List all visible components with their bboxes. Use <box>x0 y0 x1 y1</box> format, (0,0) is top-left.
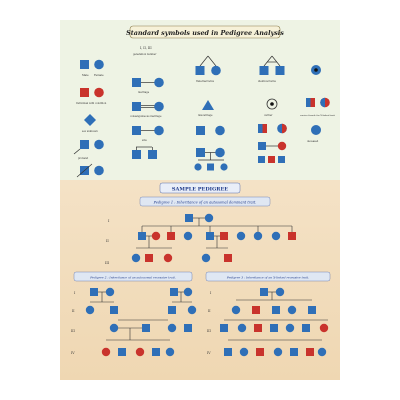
marriage-female <box>154 78 164 88</box>
fraternal-twin-1 <box>196 66 205 75</box>
ped3-II-3 <box>272 306 280 314</box>
ped2-III-3 <box>168 324 176 332</box>
ped3-IV-3 <box>256 348 264 356</box>
ped2-IV-5 <box>166 348 174 356</box>
ped3-III-4 <box>270 324 278 332</box>
ped2-II-4 <box>188 306 196 314</box>
ped3-IV-2 <box>240 348 248 356</box>
ped2-gen-IV: IV <box>71 351 75 355</box>
ped2-IV-2 <box>118 348 126 356</box>
ped2-III-1 <box>110 324 118 332</box>
page-title: Standard symbols used in Pedigree Analysis <box>126 29 284 37</box>
ped3-III-7 <box>320 324 328 332</box>
twin-row-male-1 <box>196 126 205 135</box>
dead-label: deceased <box>307 140 319 143</box>
ped1-II-4 <box>184 232 192 240</box>
carrier-sex-linked-label: carrier female for X-linked trait <box>300 114 335 117</box>
sibs-male-1 <box>132 126 141 135</box>
ped1-II-9 <box>272 232 280 240</box>
ped1-gen-III: III <box>105 261 110 265</box>
sibs-row2-male-2 <box>148 150 157 159</box>
ped1-III-3 <box>164 254 172 262</box>
fraternal-twin-2 <box>211 66 221 76</box>
male-symbol <box>80 60 89 69</box>
family-child-1 <box>194 163 201 170</box>
consang-male <box>132 102 141 111</box>
ped2-gen-III: III <box>71 329 75 333</box>
ped2-III-4 <box>184 324 192 332</box>
pedigree-poster <box>60 20 340 380</box>
ped3-gen-IV: IV <box>207 351 211 355</box>
pedigree1-title: Pedigree 1 : Inheritance of an autosomal dominant trait. <box>153 200 257 205</box>
consang-female <box>154 102 164 112</box>
ped3-III-1 <box>220 324 228 332</box>
ped2-II-3 <box>168 306 176 314</box>
marriage-label: marriage <box>138 91 150 94</box>
affected-male-symbol <box>80 88 89 97</box>
ped2-III-2 <box>142 324 150 332</box>
ped2-I-female <box>106 288 114 296</box>
proband-arrow-female <box>278 142 286 150</box>
sibs-female-1 <box>154 126 164 136</box>
generation-numbers: I, II, III <box>140 46 152 50</box>
ped3-IV-1 <box>224 348 232 356</box>
affected-label: Individual with condition <box>76 102 107 105</box>
ped3-IV-6 <box>306 348 314 356</box>
consang-label: consanguineous marriage <box>130 115 162 118</box>
identical-twin-2 <box>276 66 285 75</box>
family-female <box>215 148 225 158</box>
ped3-II-2 <box>252 306 260 314</box>
ped2-II-1 <box>86 306 94 314</box>
carrier-x-male-half <box>263 124 268 133</box>
ped1-II-1 <box>138 232 146 240</box>
affected-female-symbol <box>94 88 104 98</box>
pedigree3-title: Pedigree 3 : Inheritance of an X-linked recessive trait. <box>226 275 310 280</box>
ped3-gen-II: II <box>208 309 211 313</box>
ped3-II-5 <box>308 306 316 314</box>
ped1-II-2 <box>152 232 160 240</box>
carrier-female-x-half <box>306 98 311 107</box>
sex-linked-carrier-dot <box>314 68 318 72</box>
female-label: Female <box>94 74 104 77</box>
ped1-I-female <box>205 214 213 222</box>
ped3-IV-7 <box>318 348 326 356</box>
identical-twin-1 <box>260 66 269 75</box>
carrier-label: carrier <box>264 114 273 117</box>
ped1-II-10 <box>288 232 296 240</box>
family-male <box>196 148 205 157</box>
sex-unknown-label: sex unknown <box>82 130 98 133</box>
proband-child-3 <box>278 156 285 163</box>
male-label: Male <box>82 74 89 77</box>
carrier-dot <box>270 102 274 106</box>
dead-symbol-right <box>311 125 321 135</box>
ped1-II-3 <box>167 232 175 240</box>
ped2-IV-1 <box>102 348 110 356</box>
ped1-II-7 <box>237 232 245 240</box>
female-symbol <box>94 60 104 70</box>
proband-label: proband <box>78 157 89 160</box>
ped2-gen-I: I <box>74 291 76 295</box>
ped3-IV-4 <box>274 348 282 356</box>
ped3-I-male <box>260 288 268 296</box>
ped2-I-male <box>90 288 98 296</box>
ped2-I-male-2 <box>170 288 178 296</box>
ped3-IV-5 <box>290 348 298 356</box>
ped2-gen-II: II <box>72 309 75 313</box>
ped3-gen-III: III <box>207 329 211 333</box>
ped1-gen-II: II <box>106 239 109 243</box>
miscarriage-label: miscarriage <box>198 114 213 117</box>
ped1-gen-I: I <box>108 219 110 223</box>
ped2-IV-4 <box>152 348 160 356</box>
ped1-I-male <box>185 214 193 222</box>
ped1-II-8 <box>254 232 262 240</box>
ped2-I-female-2 <box>184 288 192 296</box>
sibs-label: sibs <box>142 139 147 142</box>
twin-row-female <box>215 126 225 136</box>
pedigree2-title: Pedigree 2 : Inheritance of an autosomal recessive trait. <box>90 275 176 280</box>
identical-twins-label: identical twins <box>258 80 276 83</box>
family-child-2 <box>207 164 214 171</box>
ped3-II-4 <box>288 306 296 314</box>
ped3-III-2 <box>238 324 246 332</box>
fraternal-twins-label: fraternal twins <box>196 80 214 83</box>
ped2-II-2 <box>110 306 118 314</box>
ped3-I-female <box>276 288 284 296</box>
ped3-III-5 <box>286 324 294 332</box>
ped1-III-1 <box>132 254 140 262</box>
sample-heading: SAMPLE PEDIGREE <box>171 186 229 193</box>
dead-female-symbol <box>94 166 104 176</box>
ped3-III-6 <box>302 324 310 332</box>
proband-male-symbol <box>80 140 89 149</box>
ped3-II-1 <box>232 306 240 314</box>
proband-arrow-male <box>258 142 266 150</box>
proband-child-1 <box>258 156 265 163</box>
ped1-II-6 <box>220 232 228 240</box>
ped1-III-4 <box>202 254 210 262</box>
proband-child-2 <box>268 156 275 163</box>
ped3-III-3 <box>254 324 262 332</box>
marriage-male <box>132 78 141 87</box>
ped1-III-2 <box>145 254 153 262</box>
ped1-II-5 <box>206 232 214 240</box>
ped2-IV-3 <box>136 348 144 356</box>
generation-caption: generation number <box>133 53 157 56</box>
ped3-gen-I: I <box>210 291 212 295</box>
ped1-III-5 <box>224 254 232 262</box>
sibs-row2-male <box>132 150 141 159</box>
proband-female-symbol <box>94 140 104 150</box>
family-child-3 <box>220 163 227 170</box>
